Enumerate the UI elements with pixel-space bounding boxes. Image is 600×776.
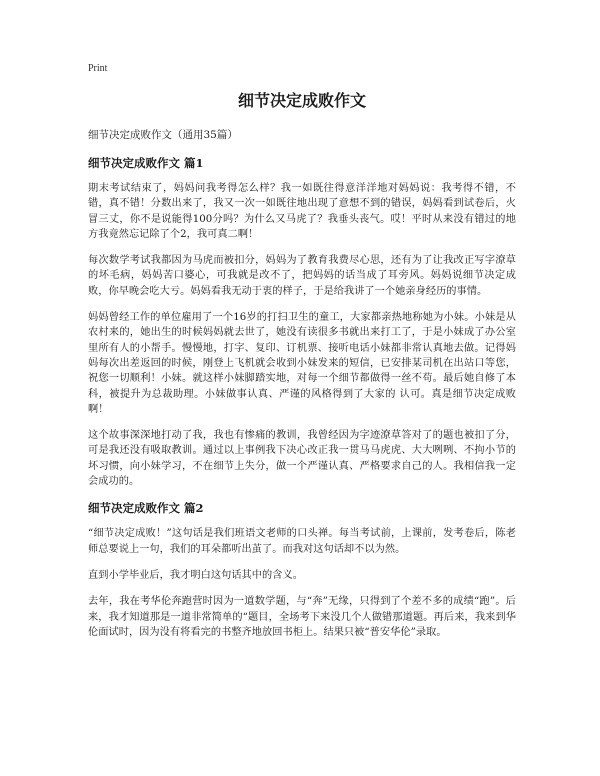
paragraph: 直到小学毕业后，我才明白这句话其中的含义。 <box>88 569 303 581</box>
section-heading: 细节决定成败作文 篇1 <box>88 156 204 170</box>
paragraph: “细节决定成败！”这句话是我们班语文老师的口头禅。每当考试前，上课前，发考卷后，陈老师总要说上一句，我们的耳朵都听出茧了。而我对这句话却不以为然。 <box>88 528 516 555</box>
article-section-2 <box>88 500 516 640</box>
paragraph: 期末考试结束了，妈妈问我考得怎么样？我一如既往得意洋洋地对妈妈说：我考得不错，不错，真不错！分数出来了，我又一次一如既往地出现了意想不到的错误，妈妈看到试卷后，火冒三丈，你不是说能得100分吗？为什么又马虎了？我垂头丧气。哎！平时从来没有错过的地方我竟然忘记除了个2，我可真二啊！ <box>88 183 516 240</box>
paragraph: 去年，我在考华伦奔跑营时因为一道数学题，与“奔”无缘，只得到了个差不多的成绩“跑”。后来，我才知道那是一道非常简单的“题目，全场考下来没几个人做错那道题。再后来，我来到华伦面试时，因为没有将看完的书整齐地放回书柜上。结果只被“普安华伦”录取。 <box>88 596 516 638</box>
document-subtitle: 细节决定成败作文（通用35篇） <box>88 129 238 141</box>
paragraph: 妈妈曾经工作的单位雇用了一个16岁的打扫卫生的童工，大家都亲热地称她为小妹。小妹是从农村来的，她出生的时候妈妈就去世了，她没有读很多书就出来打工了，于是小妹成了办公室里所有人的小帮手。慢慢地，打字、复印、订机票、接听电话小妹都非常认真地去做。记得妈妈每次出差返回的时候，刚登上飞机就会收到小妹发来的短信，已安排某司机在出站口等您，祝您一切顺利！小妹。就这样小妹脚踏实地，对每一个细节都做得一丝不苟。最后她自修了本科，被提升为总裁助理。小妹做事认真、严谨的风格得到了大家的 认可。真是细节决定成败啊！ <box>88 312 516 415</box>
paragraph: 每次数学考试我都因为马虎而被扣分，妈妈为了教育我费尽心思，还有为了让我改正写字潦草的坏毛病，妈妈苦口婆心，可我就是改不了，把妈妈的话当成了耳旁风。妈妈说细节决定成败，你早晚会吃大亏。妈妈看我无动于衷的样子，于是给我讲了一个她亲身经历的事情。 <box>88 255 516 297</box>
article-section-1 <box>88 155 516 489</box>
print-link[interactable]: Print <box>88 63 108 74</box>
paragraph: 这个故事深深地打动了我，我也有惨痛的教训，我曾经因为字迹潦草答对了的题也被扣了分，可是我还没有吸取教训。通过以上事例我下决心改正我一贯马马虎虎、大大咧咧、不拘小节的坏习惯，向小妹学习，不在细节上失分，做一个严谨认真、严格要求自己的人。我相信我一定会成功的。 <box>88 430 516 488</box>
document-title: 细节决定成败作文 <box>237 91 366 110</box>
document-page <box>88 62 516 651</box>
section-heading: 细节决定成败作文 篇2 <box>88 501 204 516</box>
